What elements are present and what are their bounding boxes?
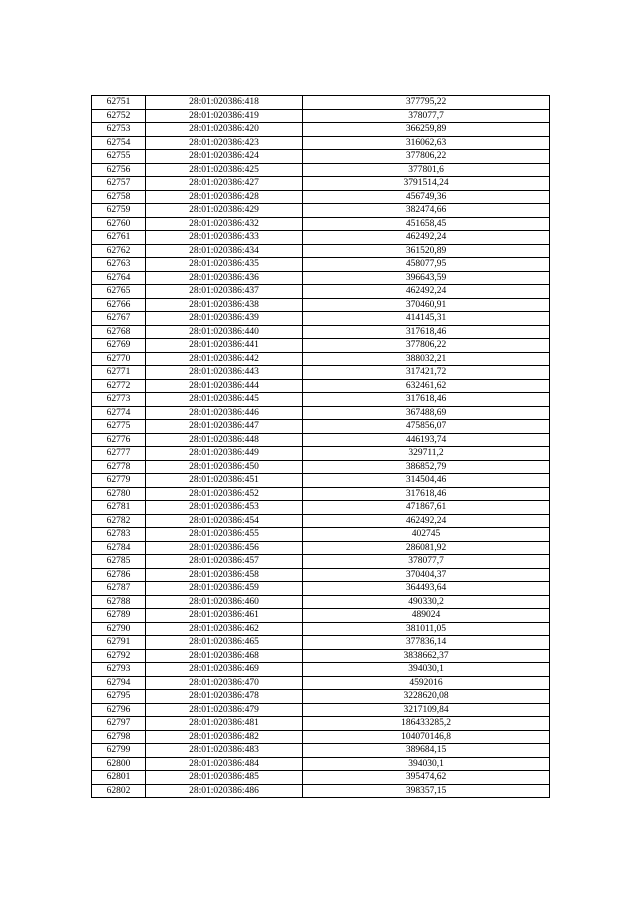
table-row bbox=[92, 636, 550, 650]
row-number-cell: 62768 bbox=[92, 325, 146, 339]
cadastral-number-cell: 28:01:020386:455 bbox=[146, 528, 303, 542]
table-row bbox=[92, 285, 550, 299]
cadastral-number-cell: 28:01:020386:423 bbox=[146, 136, 303, 150]
cadastral-value-cell: 317618,46 bbox=[303, 325, 550, 339]
table-row bbox=[92, 703, 550, 717]
row-number-cell: 62771 bbox=[92, 366, 146, 380]
cadastral-number-cell: 28:01:020386:482 bbox=[146, 730, 303, 744]
row-number-cell: 62799 bbox=[92, 744, 146, 758]
cadastral-value-cell: 370460,91 bbox=[303, 298, 550, 312]
row-number-cell: 62760 bbox=[92, 217, 146, 231]
row-number-cell: 62778 bbox=[92, 460, 146, 474]
cadastral-number-cell: 28:01:020386:478 bbox=[146, 690, 303, 704]
table-row bbox=[92, 190, 550, 204]
row-number-cell: 62794 bbox=[92, 676, 146, 690]
table-row bbox=[92, 163, 550, 177]
cadastral-number-cell: 28:01:020386:447 bbox=[146, 420, 303, 434]
table-row bbox=[92, 474, 550, 488]
cadastral-number-cell: 28:01:020386:438 bbox=[146, 298, 303, 312]
row-number-cell: 62783 bbox=[92, 528, 146, 542]
cadastral-number-cell: 28:01:020386:456 bbox=[146, 541, 303, 555]
row-number-cell: 62775 bbox=[92, 420, 146, 434]
cadastral-number-cell: 28:01:020386:483 bbox=[146, 744, 303, 758]
table-row bbox=[92, 690, 550, 704]
row-number-cell: 62751 bbox=[92, 96, 146, 110]
cadastral-number-cell: 28:01:020386:469 bbox=[146, 663, 303, 677]
cadastral-number-cell: 28:01:020386:425 bbox=[146, 163, 303, 177]
cadastral-value-cell: 394030,1 bbox=[303, 757, 550, 771]
table-row bbox=[92, 744, 550, 758]
table-row bbox=[92, 406, 550, 420]
cadastral-value-cell: 398357,15 bbox=[303, 784, 550, 798]
table-row bbox=[92, 663, 550, 677]
row-number-cell: 62790 bbox=[92, 622, 146, 636]
cadastral-number-cell: 28:01:020386:459 bbox=[146, 582, 303, 596]
row-number-cell: 62792 bbox=[92, 649, 146, 663]
cadastral-value-cell: 462492,24 bbox=[303, 285, 550, 299]
row-number-cell: 62752 bbox=[92, 109, 146, 123]
cadastral-value-cell: 388032,21 bbox=[303, 352, 550, 366]
cadastral-value-cell: 377801,6 bbox=[303, 163, 550, 177]
cadastral-number-cell: 28:01:020386:433 bbox=[146, 231, 303, 245]
cadastral-value-cell: 370404,37 bbox=[303, 568, 550, 582]
cadastral-number-cell: 28:01:020386:441 bbox=[146, 339, 303, 353]
cadastral-number-cell: 28:01:020386:479 bbox=[146, 703, 303, 717]
table-row bbox=[92, 420, 550, 434]
cadastral-value-cell: 3217109,84 bbox=[303, 703, 550, 717]
row-number-cell: 62793 bbox=[92, 663, 146, 677]
cadastral-value-cell: 386852,79 bbox=[303, 460, 550, 474]
table-row bbox=[92, 514, 550, 528]
row-number-cell: 62802 bbox=[92, 784, 146, 798]
cadastral-number-cell: 28:01:020386:445 bbox=[146, 393, 303, 407]
row-number-cell: 62773 bbox=[92, 393, 146, 407]
row-number-cell: 62757 bbox=[92, 177, 146, 191]
cadastral-number-cell: 28:01:020386:486 bbox=[146, 784, 303, 798]
row-number-cell: 62761 bbox=[92, 231, 146, 245]
row-number-cell: 62798 bbox=[92, 730, 146, 744]
cadastral-value-cell: 489024 bbox=[303, 609, 550, 623]
cadastral-number-cell: 28:01:020386:434 bbox=[146, 244, 303, 258]
table-row bbox=[92, 393, 550, 407]
row-number-cell: 62789 bbox=[92, 609, 146, 623]
cadastral-number-cell: 28:01:020386:457 bbox=[146, 555, 303, 569]
cadastral-number-cell: 28:01:020386:446 bbox=[146, 406, 303, 420]
table-body bbox=[92, 96, 550, 798]
cadastral-number-cell: 28:01:020386:444 bbox=[146, 379, 303, 393]
cadastral-value-cell: 396643,59 bbox=[303, 271, 550, 285]
row-number-cell: 62774 bbox=[92, 406, 146, 420]
row-number-cell: 62782 bbox=[92, 514, 146, 528]
cadastral-value-cell: 286081,92 bbox=[303, 541, 550, 555]
cadastral-number-cell: 28:01:020386:470 bbox=[146, 676, 303, 690]
row-number-cell: 62764 bbox=[92, 271, 146, 285]
cadastral-value-cell: 314504,46 bbox=[303, 474, 550, 488]
cadastral-number-cell: 28:01:020386:453 bbox=[146, 501, 303, 515]
table-row bbox=[92, 717, 550, 731]
cadastral-number-cell: 28:01:020386:461 bbox=[146, 609, 303, 623]
table-row bbox=[92, 96, 550, 110]
table-row bbox=[92, 150, 550, 164]
row-number-cell: 62756 bbox=[92, 163, 146, 177]
cadastral-number-cell: 28:01:020386:419 bbox=[146, 109, 303, 123]
cadastral-number-cell: 28:01:020386:454 bbox=[146, 514, 303, 528]
cadastral-number-cell: 28:01:020386:429 bbox=[146, 204, 303, 218]
table-row bbox=[92, 528, 550, 542]
table-row bbox=[92, 460, 550, 474]
cadastral-value-cell: 366259,89 bbox=[303, 123, 550, 137]
table-row bbox=[92, 244, 550, 258]
row-number-cell: 62784 bbox=[92, 541, 146, 555]
table-row bbox=[92, 366, 550, 380]
cadastral-number-cell: 28:01:020386:448 bbox=[146, 433, 303, 447]
row-number-cell: 62758 bbox=[92, 190, 146, 204]
cadastral-number-cell: 28:01:020386:481 bbox=[146, 717, 303, 731]
row-number-cell: 62801 bbox=[92, 771, 146, 785]
cadastral-number-cell: 28:01:020386:450 bbox=[146, 460, 303, 474]
cadastral-number-cell: 28:01:020386:439 bbox=[146, 312, 303, 326]
cadastral-value-cell: 462492,24 bbox=[303, 514, 550, 528]
row-number-cell: 62780 bbox=[92, 487, 146, 501]
table-row bbox=[92, 447, 550, 461]
table-row bbox=[92, 325, 550, 339]
cadastral-value-cell: 394030,1 bbox=[303, 663, 550, 677]
cadastral-value-cell: 4592016 bbox=[303, 676, 550, 690]
row-number-cell: 62787 bbox=[92, 582, 146, 596]
table-row bbox=[92, 730, 550, 744]
cadastral-value-cell: 3791514,24 bbox=[303, 177, 550, 191]
cadastral-value-cell: 471867,61 bbox=[303, 501, 550, 515]
cadastral-value-cell: 446193,74 bbox=[303, 433, 550, 447]
cadastral-value-cell: 377806,22 bbox=[303, 150, 550, 164]
row-number-cell: 62772 bbox=[92, 379, 146, 393]
row-number-cell: 62769 bbox=[92, 339, 146, 353]
row-number-cell: 62759 bbox=[92, 204, 146, 218]
cadastral-value-cell: 458077,95 bbox=[303, 258, 550, 272]
cadastral-value-cell: 632461,62 bbox=[303, 379, 550, 393]
cadastral-value-cell: 3838662,37 bbox=[303, 649, 550, 663]
cadastral-number-cell: 28:01:020386:435 bbox=[146, 258, 303, 272]
cadastral-number-cell: 28:01:020386:465 bbox=[146, 636, 303, 650]
table-row bbox=[92, 595, 550, 609]
row-number-cell: 62779 bbox=[92, 474, 146, 488]
cadastral-number-cell: 28:01:020386:449 bbox=[146, 447, 303, 461]
table-row bbox=[92, 258, 550, 272]
cadastral-number-cell: 28:01:020386:462 bbox=[146, 622, 303, 636]
table-row bbox=[92, 312, 550, 326]
cadastral-value-cell: 382474,66 bbox=[303, 204, 550, 218]
table-row bbox=[92, 352, 550, 366]
table-row bbox=[92, 501, 550, 515]
table-row bbox=[92, 231, 550, 245]
table-row bbox=[92, 487, 550, 501]
row-number-cell: 62776 bbox=[92, 433, 146, 447]
row-number-cell: 62763 bbox=[92, 258, 146, 272]
row-number-cell: 62800 bbox=[92, 757, 146, 771]
cadastral-value-cell: 389684,15 bbox=[303, 744, 550, 758]
cadastral-number-cell: 28:01:020386:432 bbox=[146, 217, 303, 231]
cadastral-number-cell: 28:01:020386:451 bbox=[146, 474, 303, 488]
cadastral-number-cell: 28:01:020386:452 bbox=[146, 487, 303, 501]
cadastral-number-cell: 28:01:020386:485 bbox=[146, 771, 303, 785]
table-row bbox=[92, 136, 550, 150]
cadastral-value-cell: 475856,07 bbox=[303, 420, 550, 434]
row-number-cell: 62755 bbox=[92, 150, 146, 164]
cadastral-number-cell: 28:01:020386:468 bbox=[146, 649, 303, 663]
table-row bbox=[92, 784, 550, 798]
row-number-cell: 62795 bbox=[92, 690, 146, 704]
table-row bbox=[92, 109, 550, 123]
row-number-cell: 62765 bbox=[92, 285, 146, 299]
row-number-cell: 62781 bbox=[92, 501, 146, 515]
cadastral-value-cell: 186433285,2 bbox=[303, 717, 550, 731]
cadastral-number-cell: 28:01:020386:418 bbox=[146, 96, 303, 110]
table-row bbox=[92, 298, 550, 312]
table-row bbox=[92, 123, 550, 137]
cadastral-number-cell: 28:01:020386:424 bbox=[146, 150, 303, 164]
cadastral-value-cell: 364493,64 bbox=[303, 582, 550, 596]
table-row bbox=[92, 339, 550, 353]
row-number-cell: 62777 bbox=[92, 447, 146, 461]
cadastral-number-cell: 28:01:020386:436 bbox=[146, 271, 303, 285]
cadastral-number-cell: 28:01:020386:428 bbox=[146, 190, 303, 204]
row-number-cell: 62791 bbox=[92, 636, 146, 650]
table-row bbox=[92, 379, 550, 393]
cadastral-value-table bbox=[91, 95, 550, 798]
cadastral-number-cell: 28:01:020386:442 bbox=[146, 352, 303, 366]
table-row bbox=[92, 433, 550, 447]
table-row bbox=[92, 217, 550, 231]
cadastral-value-cell: 377836,14 bbox=[303, 636, 550, 650]
cadastral-value-cell: 377795,22 bbox=[303, 96, 550, 110]
row-number-cell: 62762 bbox=[92, 244, 146, 258]
cadastral-value-cell: 329711,2 bbox=[303, 447, 550, 461]
cadastral-value-cell: 414145,31 bbox=[303, 312, 550, 326]
row-number-cell: 62767 bbox=[92, 312, 146, 326]
row-number-cell: 62754 bbox=[92, 136, 146, 150]
cadastral-value-cell: 462492,24 bbox=[303, 231, 550, 245]
table-row bbox=[92, 649, 550, 663]
cadastral-value-cell: 317421,72 bbox=[303, 366, 550, 380]
cadastral-value-cell: 377806,22 bbox=[303, 339, 550, 353]
cadastral-value-cell: 3228620,08 bbox=[303, 690, 550, 704]
row-number-cell: 62786 bbox=[92, 568, 146, 582]
cadastral-value-cell: 378077,7 bbox=[303, 109, 550, 123]
cadastral-number-cell: 28:01:020386:443 bbox=[146, 366, 303, 380]
cadastral-value-cell: 367488,69 bbox=[303, 406, 550, 420]
row-number-cell: 62796 bbox=[92, 703, 146, 717]
table-row bbox=[92, 771, 550, 785]
row-number-cell: 62797 bbox=[92, 717, 146, 731]
cadastral-value-cell: 316062,63 bbox=[303, 136, 550, 150]
cadastral-number-cell: 28:01:020386:427 bbox=[146, 177, 303, 191]
row-number-cell: 62753 bbox=[92, 123, 146, 137]
cadastral-value-cell: 317618,46 bbox=[303, 487, 550, 501]
cadastral-value-cell: 402745 bbox=[303, 528, 550, 542]
row-number-cell: 62788 bbox=[92, 595, 146, 609]
cadastral-value-cell: 456749,36 bbox=[303, 190, 550, 204]
cadastral-number-cell: 28:01:020386:458 bbox=[146, 568, 303, 582]
cadastral-number-cell: 28:01:020386:420 bbox=[146, 123, 303, 137]
table-row bbox=[92, 609, 550, 623]
table-row bbox=[92, 757, 550, 771]
table-row bbox=[92, 676, 550, 690]
cadastral-number-cell: 28:01:020386:437 bbox=[146, 285, 303, 299]
row-number-cell: 62785 bbox=[92, 555, 146, 569]
cadastral-number-cell: 28:01:020386:460 bbox=[146, 595, 303, 609]
cadastral-value-cell: 451658,45 bbox=[303, 217, 550, 231]
cadastral-value-cell: 395474,62 bbox=[303, 771, 550, 785]
cadastral-value-cell: 104070146,8 bbox=[303, 730, 550, 744]
table-row bbox=[92, 622, 550, 636]
table-row bbox=[92, 568, 550, 582]
cadastral-value-cell: 490330,2 bbox=[303, 595, 550, 609]
table-row bbox=[92, 541, 550, 555]
row-number-cell: 62766 bbox=[92, 298, 146, 312]
cadastral-value-cell: 317618,46 bbox=[303, 393, 550, 407]
cadastral-number-cell: 28:01:020386:440 bbox=[146, 325, 303, 339]
row-number-cell: 62770 bbox=[92, 352, 146, 366]
cadastral-value-cell: 361520,89 bbox=[303, 244, 550, 258]
cadastral-value-cell: 381011,05 bbox=[303, 622, 550, 636]
cadastral-value-cell: 378077,7 bbox=[303, 555, 550, 569]
cadastral-number-cell: 28:01:020386:484 bbox=[146, 757, 303, 771]
table-row bbox=[92, 271, 550, 285]
table-row bbox=[92, 555, 550, 569]
table-row bbox=[92, 177, 550, 191]
table-row bbox=[92, 204, 550, 218]
table-row bbox=[92, 582, 550, 596]
